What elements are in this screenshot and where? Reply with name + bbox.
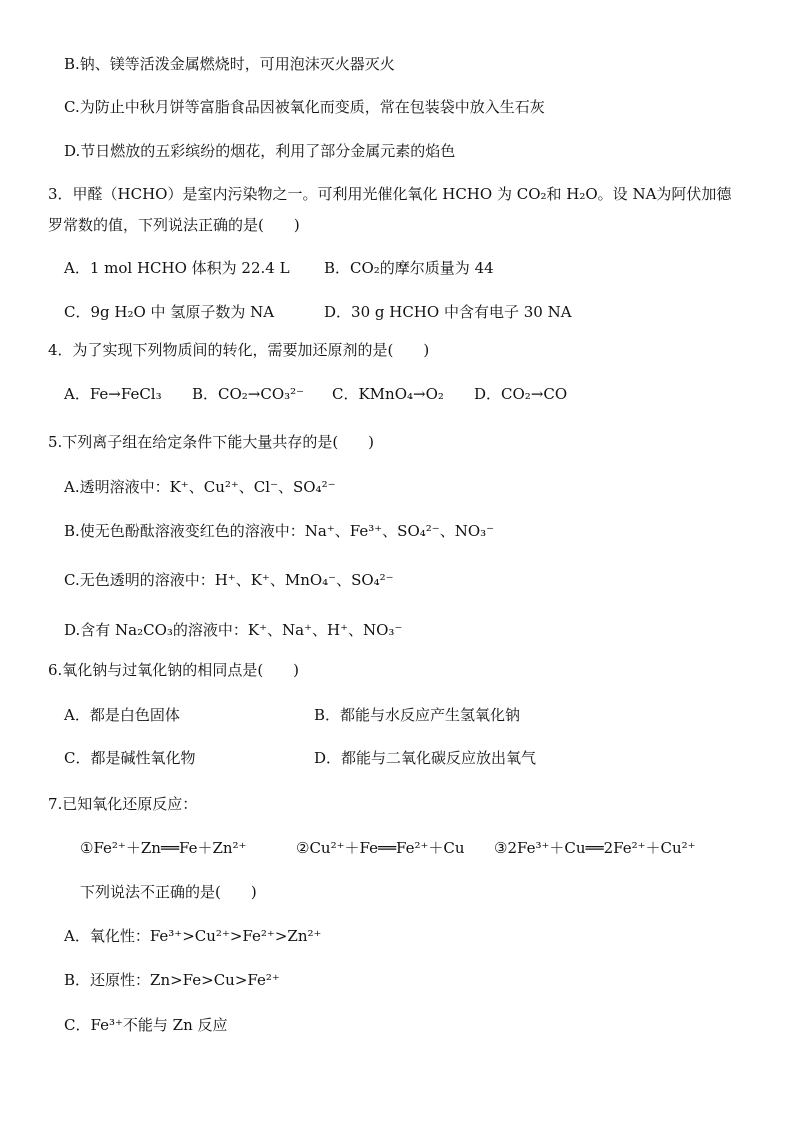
q7-option-c: C．Fe³⁺不能与 Zn 反应 — [64, 1016, 228, 1034]
q4-option-c: C．KMnO₄→O₂ — [332, 385, 444, 403]
q7-stem: 7.已知氧化还原反应： — [48, 795, 198, 813]
q5-option-c: C.无色透明的溶液中：H⁺、K⁺、MnO₄⁻、SO₄²⁻ — [64, 571, 394, 589]
q5-option-a: A.透明溶液中：K⁺、Cu²⁺、Cl⁻、SO₄²⁻ — [64, 478, 336, 496]
q3-option-c: C．9g H₂O 中 氢原子数为 NA — [64, 303, 275, 321]
q7-option-b: B．还原性：Zn>Fe>Cu>Fe²⁺ — [64, 971, 280, 989]
q7-reaction-2: ②Cu²⁺＋Fe══Fe²⁺＋Cu — [296, 839, 465, 857]
q6-option-d: D．都能与二氧化碳反应放出氧气 — [314, 749, 537, 767]
q5-stem: 5.下列离子组在给定条件下能大量共存的是( ) — [48, 433, 375, 451]
q4-option-a: A．Fe→FeCl₃ — [64, 385, 162, 403]
q5-option-b: B.使无色酚酞溶液变红色的溶液中：Na⁺、Fe³⁺、SO₄²⁻、NO₃⁻ — [64, 522, 495, 540]
q2-option-b: B.钠、镁等活泼金属燃烧时，可用泡沫灭火器灭火 — [64, 55, 395, 73]
q2-option-c: C.为防止中秋月饼等富脂食品因被氧化而变质，常在包装袋中放入生石灰 — [64, 98, 545, 116]
q7-option-a: A．氧化性：Fe³⁺>Cu²⁺>Fe²⁺>Zn²⁺ — [64, 927, 322, 945]
q3-option-a: A．1 mol HCHO 体积为 22.4 L — [64, 259, 290, 277]
q3-stem-line1: 3．甲醛（HCHO）是室内污染物之一。可利用光催化氧化 HCHO 为 CO₂和 H₂O。设 NA为阿伏加德 — [48, 185, 732, 203]
q6-option-b: B．都能与水反应产生氢氧化钠 — [314, 706, 521, 724]
q4-stem: 4．为了实现下列物质间的转化，需要加还原剂的是( ) — [48, 341, 430, 359]
q7-reaction-1: ①Fe²⁺＋Zn══Fe＋Zn²⁺ — [80, 839, 247, 857]
q2-option-d: D.节日燃放的五彩缤纷的烟花，利用了部分金属元素的焰色 — [64, 142, 456, 160]
q7-reaction-3: ③2Fe³⁺＋Cu══2Fe²⁺＋Cu²⁺ — [494, 839, 696, 857]
q6-stem: 6.氧化钠与过氧化钠的相同点是( ) — [48, 661, 300, 679]
q6-option-a: A．都是白色固体 — [64, 706, 180, 724]
q7-sub-stem: 下列说法不正确的是( ) — [80, 883, 257, 901]
q4-option-d: D．CO₂→CO — [474, 385, 568, 403]
q3-option-d: D．30 g HCHO 中含有电子 30 NA — [324, 303, 572, 321]
q6-option-c: C．都是碱性氧化物 — [64, 749, 196, 767]
q3-option-b: B．CO₂的摩尔质量为 44 — [324, 259, 494, 277]
q3-stem-line2: 罗常数的值，下列说法正确的是( ) — [48, 216, 300, 234]
q5-option-d: D.含有 Na₂CO₃的溶液中：K⁺、Na⁺、H⁺、NO₃⁻ — [64, 621, 403, 639]
q4-option-b: B．CO₂→CO₃²⁻ — [192, 385, 305, 403]
